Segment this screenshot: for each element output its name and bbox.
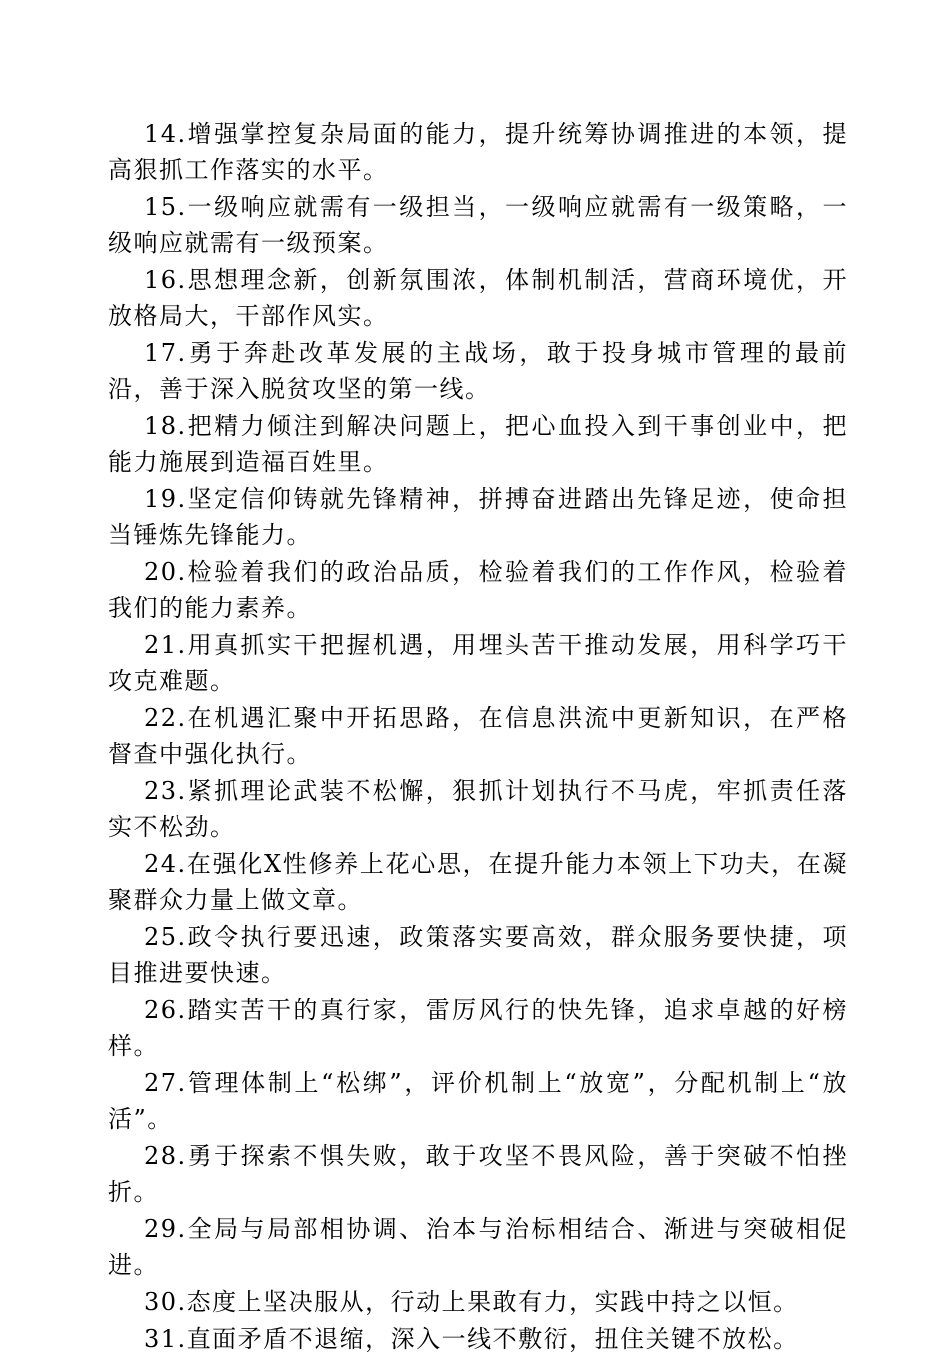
list-item: 14.增强掌控复杂局面的能力，提升统筹协调推进的本领，提高狠抓工作落实的水平。 (108, 120, 848, 184)
list-item: 21.用真抓实干把握机遇，用埋头苦干推动发展，用科学巧干攻克难题。 (108, 631, 848, 695)
document-page (108, 116, 848, 1358)
list-item: 19.坚定信仰铸就先锋精神，拼搏奋进踏出先锋足迹，使命担当锤炼先锋能力。 (108, 485, 848, 549)
list-item: 25.政令执行要迅速，政策落实要高效，群众服务要快捷，项目推进要快速。 (108, 923, 848, 987)
list-item: 31.直面矛盾不退缩，深入一线不敷衍，扭住关键不放松。 (144, 1325, 799, 1353)
list-item: 17.勇于奔赴改革发展的主战场，敢于投身城市管理的最前沿，善于深入脱贫攻坚的第一线。 (108, 339, 848, 403)
list-item: 16.思想理念新，创新氛围浓，体制机制活，营商环境优，开放格局大，干部作风实。 (108, 266, 848, 330)
list-item: 27.管理体制上“松绑”，评价机制上“放宽”，分配机制上“放活”。 (108, 1069, 848, 1133)
list-item: 15.一级响应就需有一级担当，一级响应就需有一级策略，一级响应就需有一级预案。 (108, 193, 848, 257)
list-item: 29.全局与局部相协调、治本与治标相结合、渐进与突破相促进。 (108, 1215, 848, 1279)
list-item: 24.在强化X性修养上花心思，在提升能力本领上下功夫，在凝聚群众力量上做文章。 (108, 850, 848, 914)
list-item: 28.勇于探索不惧失败，敢于攻坚不畏风险，善于突破不怕挫折。 (108, 1142, 848, 1206)
list-item: 22.在机遇汇聚中开拓思路，在信息洪流中更新知识，在严格督查中强化执行。 (108, 704, 848, 768)
list-item: 26.踏实苦干的真行家，雷厉风行的快先锋，追求卓越的好榜样。 (108, 996, 848, 1060)
list-item: 20.检验着我们的政治品质，检验着我们的工作作风，检验着我们的能力素养。 (108, 558, 848, 622)
list-item: 23.紧抓理论武装不松懈，狠抓计划执行不马虎，牢抓责任落实不松劲。 (108, 777, 848, 841)
list-item: 30.态度上坚决服从，行动上果敢有力，实践中持之以恒。 (144, 1288, 799, 1316)
list-item: 18.把精力倾注到解决问题上，把心血投入到干事创业中，把能力施展到造福百姓里。 (108, 412, 848, 476)
